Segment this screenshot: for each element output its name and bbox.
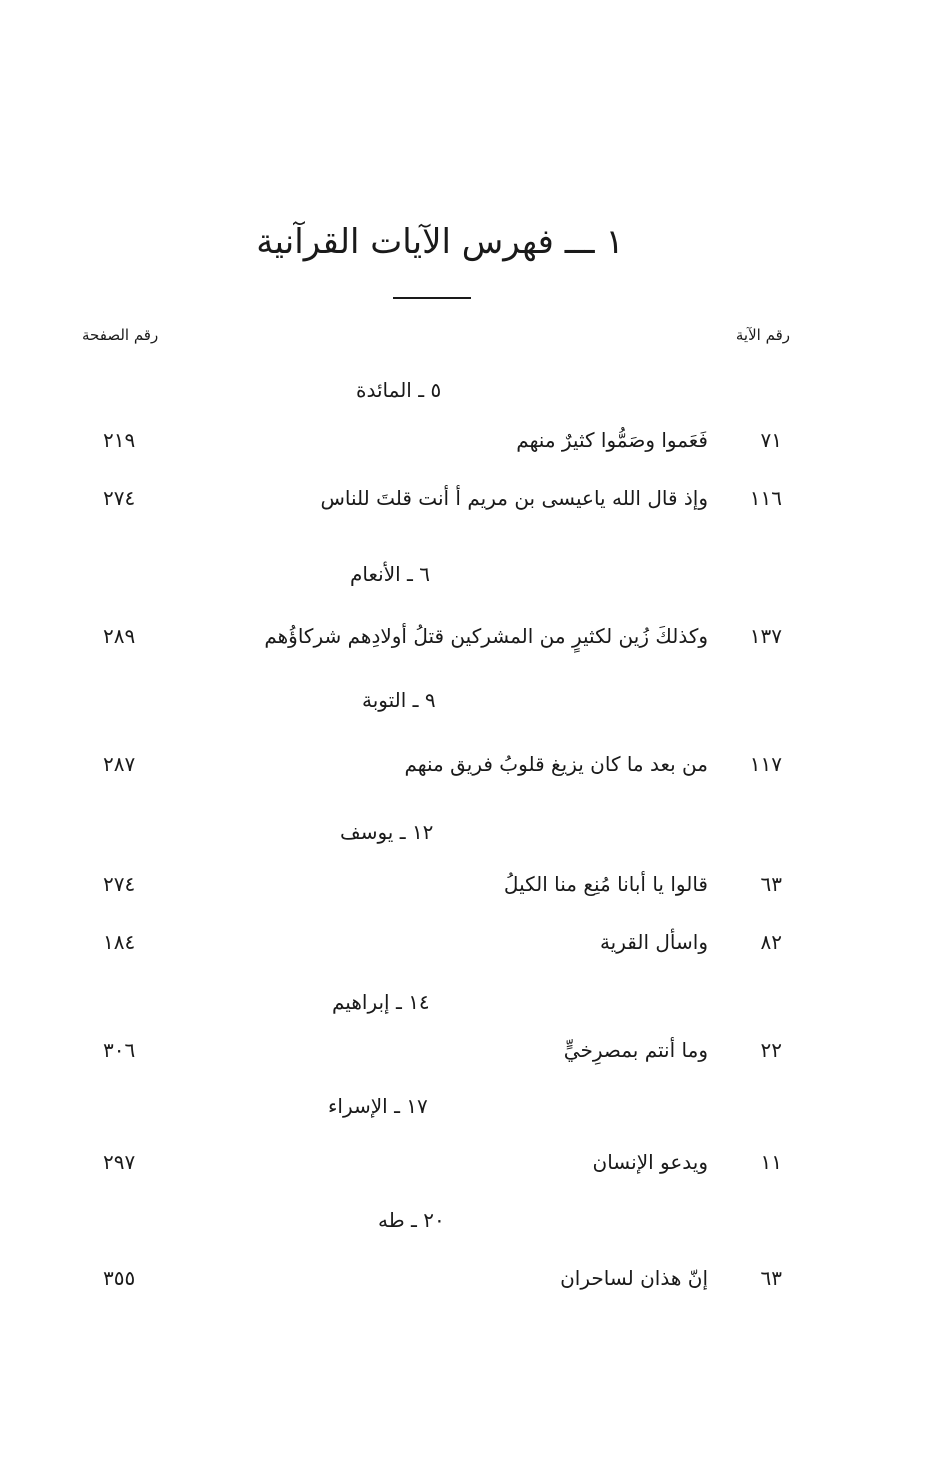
index-entry xyxy=(0,428,940,468)
verse-text: ويدعو الإنسان xyxy=(592,1150,708,1174)
index-entry xyxy=(0,752,940,792)
verse-text: من بعد ما كان يزيغ قلوبُ فريق منهم xyxy=(404,752,708,776)
surah-heading: ١٢ ـ يوسف xyxy=(340,820,434,844)
page-number: ٢٧٤ xyxy=(103,872,136,896)
verse-number-header: رقم الآية xyxy=(735,326,790,344)
verse-number: ٦٣ xyxy=(760,872,782,896)
verse-number: ٢٢ xyxy=(760,1038,782,1062)
page-number: ١٨٤ xyxy=(103,930,136,954)
verse-number: ٧١ xyxy=(760,428,782,452)
surah-heading: ٥ ـ المائدة xyxy=(356,378,442,402)
verse-number: ١٣٧ xyxy=(749,624,782,648)
verse-text: وكذلكَ زُين لكثيرٍ من المشركين قتلُ أولادِهم شركاؤُهم xyxy=(264,624,708,648)
surah-heading: ١٧ ـ الإسراء xyxy=(328,1094,428,1118)
index-entry xyxy=(0,1038,940,1078)
index-entry xyxy=(0,930,940,970)
index-entry xyxy=(0,872,940,912)
surah-heading: ١٤ ـ إبراهيم xyxy=(332,990,430,1014)
page-number: ٣٥٥ xyxy=(103,1266,136,1290)
verse-text: واسأل القرية xyxy=(599,930,708,954)
verse-number: ٨٢ xyxy=(760,930,782,954)
index-entry xyxy=(0,624,940,664)
page-number: ٢٨٧ xyxy=(103,752,136,776)
page-number: ٣٠٦ xyxy=(103,1038,136,1062)
page-number: ٢٨٩ xyxy=(103,624,136,648)
index-entry xyxy=(0,1150,940,1190)
verse-number: ٦٣ xyxy=(760,1266,782,1290)
index-entry xyxy=(0,1266,940,1306)
verse-number: ١١ xyxy=(760,1150,782,1174)
page-title: ١ ـــ فهرس الآيات القرآنية xyxy=(256,222,624,262)
verse-number: ١١٧ xyxy=(749,752,782,776)
verse-number: ١١٦ xyxy=(749,486,782,510)
title-underline xyxy=(393,297,471,299)
page-number-header: رقم الصفحة xyxy=(82,326,159,344)
verse-text: وإذ قال الله ياعيسى بن مريم أ أنت قلتَ للناس xyxy=(320,486,708,510)
surah-heading: ٢٠ ـ طه xyxy=(378,1208,445,1232)
verse-text: فَعَموا وصَمُّوا كثيرٌ منهم xyxy=(516,428,708,452)
surah-heading: ٦ ـ الأنعام xyxy=(350,562,430,586)
verse-text: قالوا يا أبانا مُنِع منا الكيلُ xyxy=(503,872,708,896)
index-entry xyxy=(0,486,940,526)
verse-text: إنّ هذان لساحران xyxy=(560,1266,708,1290)
page-number: ٢٩٧ xyxy=(103,1150,136,1174)
surah-heading: ٩ ـ التوبة xyxy=(362,688,436,712)
page-number: ٢١٩ xyxy=(103,428,136,452)
page-number: ٢٧٤ xyxy=(103,486,136,510)
verse-text: وما أنتم بمصرِخيٍّ xyxy=(563,1038,708,1062)
